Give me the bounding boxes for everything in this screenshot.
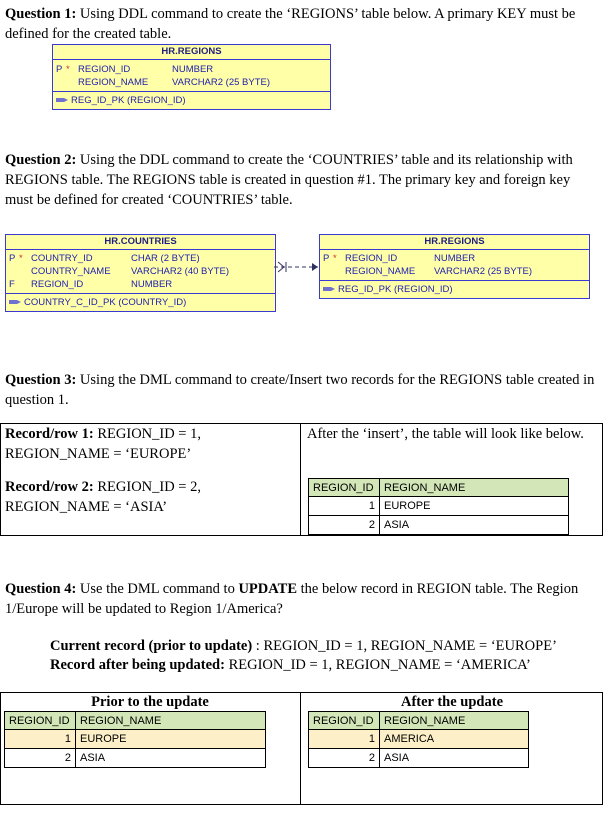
question-3 bbox=[5, 370, 595, 410]
pk-marker: P bbox=[9, 253, 16, 264]
column-type: NUMBER bbox=[434, 253, 476, 264]
table-header: REGION_NAME bbox=[379, 711, 529, 730]
after-update-table bbox=[308, 711, 529, 768]
question-2-label: Question 2: bbox=[5, 152, 77, 168]
column-name: REGION_ID bbox=[345, 253, 398, 264]
question-4-label: Question 4: bbox=[5, 581, 77, 597]
table-cell: 2 bbox=[308, 749, 380, 768]
table-cell: 1 bbox=[308, 730, 380, 749]
column-name: REGION_NAME bbox=[78, 77, 149, 88]
entity-constraint: REG_ID_PK (REGION_ID) bbox=[53, 92, 330, 109]
entity-column-row bbox=[320, 252, 589, 265]
column-type: VARCHAR2 (25 BYTE) bbox=[434, 266, 533, 277]
pk-marker: P bbox=[56, 64, 63, 75]
column-name: REGION_ID bbox=[78, 64, 131, 75]
question-3-text: Using the DML command to create/Insert two records for the REGIONS table created in question 1. bbox=[5, 372, 595, 408]
current-record-line: Current record (prior to update) : REGION_ID = 1, REGION_NAME = ‘EUROPE’ bbox=[50, 638, 557, 654]
column-name: REGION_NAME bbox=[345, 266, 416, 277]
entity-title: HR.REGIONS bbox=[320, 235, 589, 250]
relationship-connector bbox=[274, 255, 320, 279]
record-2: Record/row 2: REGION_ID = 2, REGION_NAME = ‘ASIA’ bbox=[5, 479, 201, 515]
column-type: VARCHAR2 (40 BYTE) bbox=[131, 266, 230, 277]
question-3-label: Question 3: bbox=[5, 372, 77, 388]
column-type: VARCHAR2 (25 BYTE) bbox=[172, 77, 271, 88]
mandatory-marker: * bbox=[66, 64, 70, 75]
entity-column-row bbox=[53, 63, 330, 76]
question-1 bbox=[5, 4, 605, 44]
crowfoot-mark bbox=[278, 267, 284, 272]
regions-entity-q1 bbox=[52, 44, 331, 110]
table-header: REGION_ID bbox=[4, 711, 76, 730]
question-2-text: Using the DDL command to create the ‘COUNTRIES’ table and its relationship with REGIONS table. The REGIONS table is created in question #1. The primary key and foreign key must be defined for created ‘COUNTRIES’ table. bbox=[5, 152, 573, 208]
table-cell: EUROPE bbox=[75, 730, 266, 749]
prior-update-table bbox=[4, 711, 266, 768]
key-icon bbox=[9, 299, 21, 305]
entity-column-row bbox=[53, 76, 330, 89]
q3-result-table bbox=[308, 478, 569, 535]
relationship-arrowhead bbox=[312, 263, 318, 271]
countries-entity bbox=[5, 234, 276, 312]
column-name: COUNTRY_ID bbox=[31, 253, 93, 264]
after-update-title: After the update bbox=[400, 694, 504, 710]
table-cell: EUROPE bbox=[379, 497, 569, 516]
mandatory-marker: * bbox=[333, 253, 337, 264]
key-icon bbox=[323, 286, 335, 292]
entity-column-row bbox=[6, 265, 275, 278]
table-cell: AMERICA bbox=[379, 730, 529, 749]
mandatory-marker: * bbox=[19, 253, 23, 264]
column-type: NUMBER bbox=[172, 64, 214, 75]
table-cell: 2 bbox=[4, 749, 76, 768]
regions-entity-q2 bbox=[319, 234, 590, 299]
table-cell: 2 bbox=[308, 516, 380, 535]
crowfoot-mark bbox=[278, 262, 284, 267]
entity-column-row bbox=[320, 265, 589, 278]
question-1-text: Using DDL command to create the ‘REGIONS’ table below. A primary KEY must be defined for the created table. bbox=[5, 6, 576, 42]
fk-marker: F bbox=[9, 279, 15, 290]
table-header: REGION_ID bbox=[308, 478, 380, 497]
table-cell: 1 bbox=[308, 497, 380, 516]
entity-title: HR.REGIONS bbox=[53, 45, 330, 60]
question-4: Question 4: Use the DML command to UPDATE the below record in REGION table. The Region 1/Europe will be updated to Region 1/America? bbox=[5, 581, 579, 617]
entity-constraint: COUNTRY_C_ID_PK (COUNTRY_ID) bbox=[6, 294, 275, 311]
table-cell: 1 bbox=[4, 730, 76, 749]
table-cell: ASIA bbox=[379, 749, 529, 768]
updated-record-line: Record after being updated: REGION_ID = 1, REGION_NAME = ‘AMERICA’ bbox=[50, 657, 531, 673]
table-header: REGION_NAME bbox=[75, 711, 266, 730]
q3-column-divider bbox=[300, 423, 301, 536]
pk-marker: P bbox=[323, 253, 330, 264]
after-insert-note: After the ‘insert’, the table will look like below. bbox=[307, 426, 584, 442]
question-1-label: Question 1: bbox=[5, 6, 77, 22]
key-icon bbox=[56, 97, 68, 103]
table-cell: ASIA bbox=[75, 749, 266, 768]
column-name: COUNTRY_NAME bbox=[31, 266, 111, 277]
entity-column-row bbox=[6, 252, 275, 265]
prior-update-title: Prior to the update bbox=[91, 694, 209, 710]
table-header: REGION_ID bbox=[308, 711, 380, 730]
question-2 bbox=[5, 150, 595, 210]
column-name: REGION_ID bbox=[31, 279, 84, 290]
entity-constraint: REG_ID_PK (REGION_ID) bbox=[320, 281, 589, 298]
entity-title: HR.COUNTRIES bbox=[6, 235, 275, 250]
entity-column-row bbox=[6, 278, 275, 291]
column-type: CHAR (2 BYTE) bbox=[131, 253, 200, 264]
table-header: REGION_NAME bbox=[379, 478, 569, 497]
column-type: NUMBER bbox=[131, 279, 173, 290]
record-1: Record/row 1: REGION_ID = 1, REGION_NAME = ‘EUROPE’ bbox=[5, 426, 201, 462]
table-cell: ASIA bbox=[379, 516, 569, 535]
